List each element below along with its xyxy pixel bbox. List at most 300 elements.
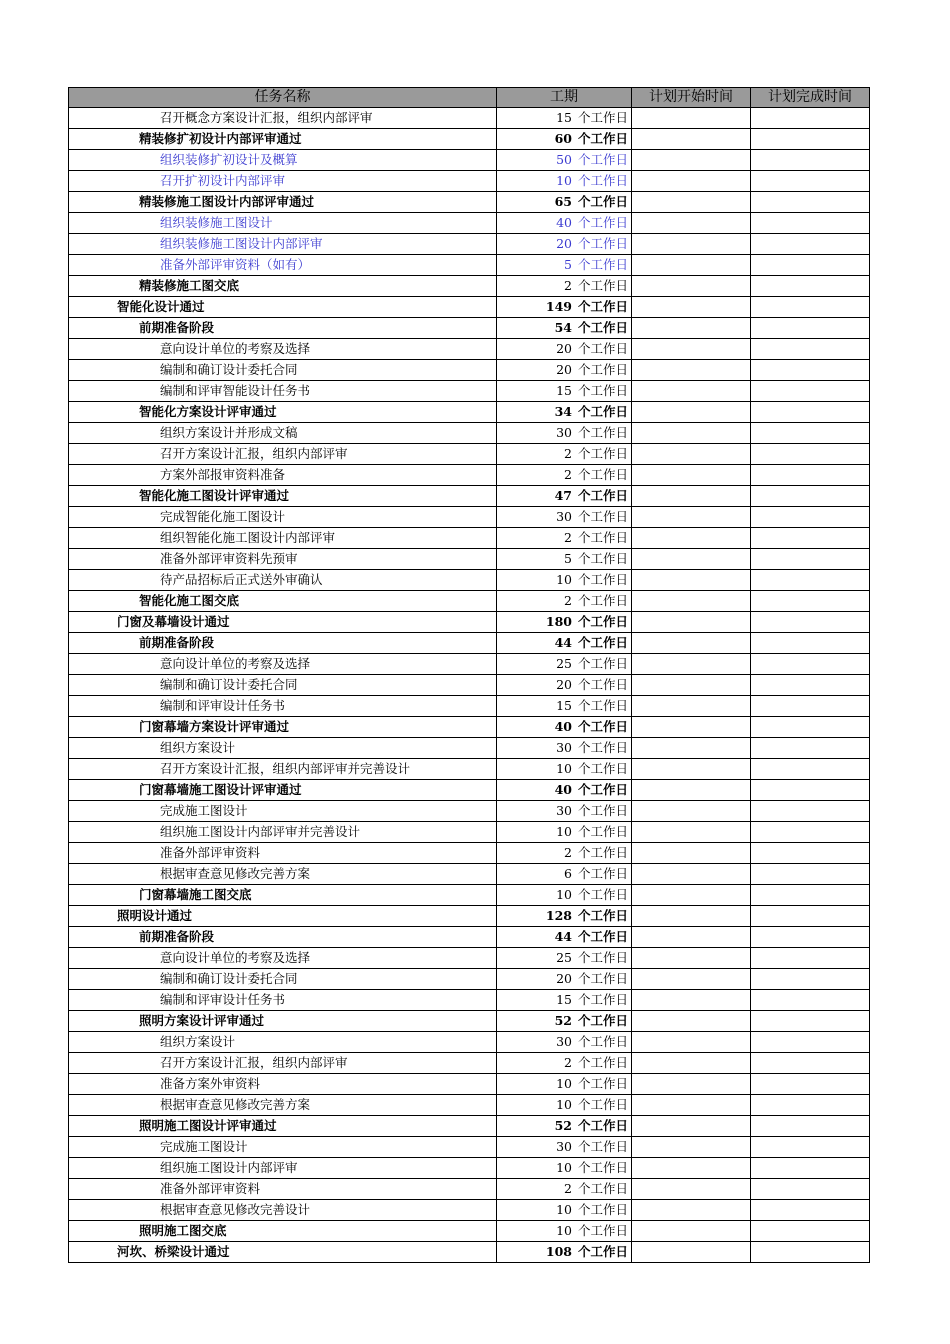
task-name-cell[interactable]: 组织装修扩初设计及概算	[69, 150, 497, 171]
duration-value: 20	[556, 362, 572, 377]
table-body	[69, 108, 870, 1263]
duration-value: 30	[556, 509, 572, 524]
duration-cell[interactable]	[497, 423, 632, 444]
table-row[interactable]	[69, 1095, 870, 1116]
planned-start-cell[interactable]	[632, 591, 751, 612]
duration-cell[interactable]	[497, 150, 632, 171]
duration-cell[interactable]	[497, 696, 632, 717]
planned-finish-cell[interactable]	[751, 549, 870, 570]
task-name-cell[interactable]: 编制和评审设计任务书	[69, 990, 497, 1011]
planned-start-cell[interactable]	[632, 1200, 751, 1221]
planned-start-cell[interactable]	[632, 213, 751, 234]
task-name-cell[interactable]: 意向设计单位的考察及选择	[69, 339, 497, 360]
planned-finish-cell[interactable]	[751, 591, 870, 612]
planned-start-cell[interactable]	[632, 633, 751, 654]
planned-start-cell[interactable]	[632, 297, 751, 318]
task-name-cell[interactable]: 前期准备阶段	[69, 318, 497, 339]
duration-cell[interactable]	[497, 864, 632, 885]
duration-value: 10	[556, 887, 572, 902]
duration-cell[interactable]	[497, 1116, 632, 1137]
duration-value: 44	[554, 635, 572, 650]
planned-finish-cell[interactable]	[751, 171, 870, 192]
table-row[interactable]	[69, 339, 870, 360]
table-row[interactable]	[69, 1074, 870, 1095]
duration-cell[interactable]	[497, 318, 632, 339]
planned-finish-cell[interactable]	[751, 297, 870, 318]
duration-value: 44	[554, 929, 572, 944]
task-name-cell[interactable]: 组织施工图设计内部评审	[69, 1158, 497, 1179]
planned-start-cell[interactable]	[632, 864, 751, 885]
planned-finish-cell[interactable]	[751, 1179, 870, 1200]
planned-finish-cell[interactable]	[751, 1221, 870, 1242]
duration-cell[interactable]	[497, 1242, 632, 1263]
table-row[interactable]	[69, 444, 870, 465]
planned-finish-cell[interactable]	[751, 339, 870, 360]
task-name-cell[interactable]: 组织施工图设计内部评审并完善设计	[69, 822, 497, 843]
task-name-cell[interactable]: 精装修扩初设计内部评审通过	[69, 129, 497, 150]
planned-finish-cell[interactable]	[751, 927, 870, 948]
planned-finish-cell[interactable]	[751, 360, 870, 381]
table-row[interactable]	[69, 1158, 870, 1179]
table-row[interactable]	[69, 1137, 870, 1158]
planned-finish-cell[interactable]	[751, 1200, 870, 1221]
task-name-cell[interactable]: 完成施工图设计	[69, 801, 497, 822]
planned-finish-cell[interactable]	[751, 1011, 870, 1032]
duration-cell[interactable]	[497, 1074, 632, 1095]
table-row[interactable]	[69, 465, 870, 486]
table-row[interactable]	[69, 780, 870, 801]
planned-start-cell[interactable]	[632, 696, 751, 717]
duration-cell[interactable]	[497, 1200, 632, 1221]
task-name-cell[interactable]: 准备方案外审资料	[69, 1074, 497, 1095]
table-row[interactable]	[69, 528, 870, 549]
duration-cell[interactable]	[497, 444, 632, 465]
planned-start-cell[interactable]	[632, 360, 751, 381]
planned-finish-cell[interactable]	[751, 192, 870, 213]
task-name-cell[interactable]: 意向设计单位的考察及选择	[69, 654, 497, 675]
table-row[interactable]	[69, 570, 870, 591]
table-row[interactable]	[69, 969, 870, 990]
planned-finish-cell[interactable]	[751, 1242, 870, 1263]
duration-cell[interactable]	[497, 234, 632, 255]
task-name-cell[interactable]: 准备外部评审资料先预审	[69, 549, 497, 570]
planned-start-cell[interactable]	[632, 927, 751, 948]
planned-finish-cell[interactable]	[751, 528, 870, 549]
planned-start-cell[interactable]	[632, 759, 751, 780]
duration-cell[interactable]	[497, 927, 632, 948]
planned-finish-cell[interactable]	[751, 570, 870, 591]
table-row[interactable]	[69, 213, 870, 234]
table-row[interactable]	[69, 381, 870, 402]
planned-finish-cell[interactable]	[751, 654, 870, 675]
table-row[interactable]	[69, 318, 870, 339]
table-row[interactable]	[69, 822, 870, 843]
planned-finish-cell[interactable]	[751, 780, 870, 801]
planned-finish-cell[interactable]	[751, 444, 870, 465]
duration-cell[interactable]	[497, 906, 632, 927]
task-name-cell[interactable]: 编制和确订设计委托合同	[69, 675, 497, 696]
task-name-cell[interactable]: 召开方案设计汇报，组织内部评审并完善设计	[69, 759, 497, 780]
planned-start-cell[interactable]	[632, 1137, 751, 1158]
duration-unit: 个工作日	[577, 1223, 628, 1238]
planned-start-cell[interactable]	[632, 780, 751, 801]
duration-cell[interactable]	[497, 885, 632, 906]
planned-start-cell[interactable]	[632, 1158, 751, 1179]
planned-start-cell[interactable]	[632, 948, 751, 969]
table-row[interactable]	[69, 129, 870, 150]
planned-start-cell[interactable]	[632, 234, 751, 255]
task-name-cell[interactable]: 智能化设计通过	[69, 297, 497, 318]
planned-finish-cell[interactable]	[751, 1137, 870, 1158]
planned-start-cell[interactable]	[632, 402, 751, 423]
planned-finish-cell[interactable]	[751, 864, 870, 885]
planned-start-cell[interactable]	[632, 150, 751, 171]
planned-start-cell[interactable]	[632, 1116, 751, 1137]
planned-finish-cell[interactable]	[751, 129, 870, 150]
duration-unit: 个工作日	[577, 698, 628, 713]
duration-cell[interactable]	[497, 1032, 632, 1053]
duration-cell[interactable]	[497, 276, 632, 297]
task-name-cell[interactable]: 根据审查意见修改完善方案	[69, 1095, 497, 1116]
table-row[interactable]	[69, 843, 870, 864]
task-name-cell[interactable]: 照明方案设计评审通过	[69, 1011, 497, 1032]
table-row[interactable]	[69, 759, 870, 780]
task-name-cell[interactable]: 召开方案设计汇报，组织内部评审	[69, 1053, 497, 1074]
duration-cell[interactable]	[497, 171, 632, 192]
table-row[interactable]	[69, 612, 870, 633]
planned-finish-cell[interactable]	[751, 1116, 870, 1137]
planned-start-cell[interactable]	[632, 192, 751, 213]
table-row[interactable]	[69, 108, 870, 129]
duration-cell[interactable]	[497, 402, 632, 423]
duration-cell[interactable]	[497, 969, 632, 990]
planned-finish-cell[interactable]	[751, 402, 870, 423]
planned-start-cell[interactable]	[632, 1179, 751, 1200]
planned-start-cell[interactable]	[632, 318, 751, 339]
table-row[interactable]	[69, 633, 870, 654]
table-row[interactable]	[69, 1116, 870, 1137]
planned-start-cell[interactable]	[632, 486, 751, 507]
task-name-cell[interactable]: 照明设计通过	[69, 906, 497, 927]
planned-finish-cell[interactable]	[751, 969, 870, 990]
duration-cell[interactable]	[497, 255, 632, 276]
planned-start-cell[interactable]	[632, 444, 751, 465]
duration-cell[interactable]	[497, 759, 632, 780]
planned-finish-cell[interactable]	[751, 318, 870, 339]
planned-start-cell[interactable]	[632, 255, 751, 276]
planned-finish-cell[interactable]	[751, 381, 870, 402]
table-row[interactable]	[69, 885, 870, 906]
task-name-cell[interactable]: 意向设计单位的考察及选择	[69, 948, 497, 969]
table-row[interactable]	[69, 1053, 870, 1074]
task-name-cell[interactable]: 组织方案设计	[69, 738, 497, 759]
duration-cell[interactable]	[497, 528, 632, 549]
planned-start-cell[interactable]	[632, 1095, 751, 1116]
planned-finish-cell[interactable]	[751, 507, 870, 528]
duration-cell[interactable]	[497, 1179, 632, 1200]
task-name-cell[interactable]: 组织装修施工图设计内部评审	[69, 234, 497, 255]
table-row[interactable]	[69, 696, 870, 717]
task-name-cell[interactable]: 组织方案设计	[69, 1032, 497, 1053]
task-name-cell[interactable]: 组织方案设计并形成文稿	[69, 423, 497, 444]
planned-start-cell[interactable]	[632, 654, 751, 675]
duration-value: 10	[556, 1076, 572, 1091]
duration-cell[interactable]	[497, 1011, 632, 1032]
duration-cell[interactable]	[497, 381, 632, 402]
planned-finish-cell[interactable]	[751, 108, 870, 129]
table-row[interactable]	[69, 297, 870, 318]
planned-finish-cell[interactable]	[751, 759, 870, 780]
task-name-cell[interactable]: 编制和确订设计委托合同	[69, 969, 497, 990]
task-name-cell[interactable]: 门窗幕墙施工图交底	[69, 885, 497, 906]
task-name-cell[interactable]: 组织装修施工图设计	[69, 213, 497, 234]
task-name-cell[interactable]: 方案外部报审资料准备	[69, 465, 497, 486]
duration-unit: 个工作日	[577, 257, 628, 272]
table-row[interactable]	[69, 1221, 870, 1242]
task-name-cell[interactable]: 召开扩初设计内部评审	[69, 171, 497, 192]
table-row[interactable]	[69, 402, 870, 423]
planned-start-cell[interactable]	[632, 1032, 751, 1053]
duration-cell[interactable]	[497, 465, 632, 486]
planned-finish-cell[interactable]	[751, 276, 870, 297]
duration-cell[interactable]	[497, 717, 632, 738]
duration-value: 25	[556, 950, 572, 965]
duration-cell[interactable]	[497, 948, 632, 969]
table-row[interactable]	[69, 738, 870, 759]
header-planned-finish[interactable]: 计划完成时间	[751, 88, 870, 108]
duration-cell[interactable]	[497, 486, 632, 507]
duration-cell[interactable]	[497, 822, 632, 843]
planned-finish-cell[interactable]	[751, 1053, 870, 1074]
planned-finish-cell[interactable]	[751, 675, 870, 696]
duration-cell[interactable]	[497, 633, 632, 654]
planned-start-cell[interactable]	[632, 717, 751, 738]
duration-value: 2	[564, 467, 572, 482]
header-task-name[interactable]: 任务名称	[69, 88, 497, 108]
planned-start-cell[interactable]	[632, 528, 751, 549]
task-name-cell[interactable]: 准备外部评审资料	[69, 843, 497, 864]
planned-start-cell[interactable]	[632, 1242, 751, 1263]
planned-start-cell[interactable]	[632, 969, 751, 990]
planned-finish-cell[interactable]	[751, 1095, 870, 1116]
table-row[interactable]	[69, 1200, 870, 1221]
task-name-cell[interactable]: 准备外部评审资料（如有）	[69, 255, 497, 276]
planned-finish-cell[interactable]	[751, 423, 870, 444]
task-name-cell[interactable]: 准备外部评审资料	[69, 1179, 497, 1200]
task-name-cell[interactable]: 门窗及幕墙设计通过	[69, 612, 497, 633]
duration-cell[interactable]	[497, 108, 632, 129]
planned-finish-cell[interactable]	[751, 906, 870, 927]
table-row[interactable]	[69, 717, 870, 738]
planned-finish-cell[interactable]	[751, 696, 870, 717]
planned-start-cell[interactable]	[632, 129, 751, 150]
task-name-cell[interactable]: 河坎、桥梁设计通过	[69, 1242, 497, 1263]
duration-value: 10	[556, 1202, 572, 1217]
table-row[interactable]	[69, 1242, 870, 1263]
header-planned-start[interactable]: 计划开始时间	[632, 88, 751, 108]
table-row[interactable]	[69, 150, 870, 171]
planned-finish-cell[interactable]	[751, 465, 870, 486]
planned-finish-cell[interactable]	[751, 150, 870, 171]
duration-unit: 个工作日	[577, 1139, 628, 1154]
planned-start-cell[interactable]	[632, 108, 751, 129]
duration-unit: 个工作日	[577, 950, 628, 965]
planned-finish-cell[interactable]	[751, 822, 870, 843]
planned-start-cell[interactable]	[632, 171, 751, 192]
planned-start-cell[interactable]	[632, 843, 751, 864]
table-row[interactable]	[69, 1011, 870, 1032]
table-row[interactable]	[69, 255, 870, 276]
planned-finish-cell[interactable]	[751, 990, 870, 1011]
duration-cell[interactable]	[497, 591, 632, 612]
duration-value: 30	[556, 425, 572, 440]
table-row[interactable]	[69, 171, 870, 192]
task-name-cell[interactable]: 照明施工图设计评审通过	[69, 1116, 497, 1137]
task-name-cell[interactable]: 门窗幕墙方案设计评审通过	[69, 717, 497, 738]
table-row[interactable]	[69, 192, 870, 213]
duration-cell[interactable]	[497, 843, 632, 864]
planned-finish-cell[interactable]	[751, 717, 870, 738]
table-row[interactable]	[69, 1032, 870, 1053]
task-name-cell[interactable]: 精装修施工图设计内部评审通过	[69, 192, 497, 213]
planned-start-cell[interactable]	[632, 507, 751, 528]
duration-cell[interactable]	[497, 780, 632, 801]
planned-start-cell[interactable]	[632, 885, 751, 906]
table-row[interactable]	[69, 801, 870, 822]
planned-start-cell[interactable]	[632, 549, 751, 570]
task-name-cell[interactable]: 编制和评审智能设计任务书	[69, 381, 497, 402]
task-name-cell[interactable]: 完成施工图设计	[69, 1137, 497, 1158]
planned-start-cell[interactable]	[632, 738, 751, 759]
duration-unit: 个工作日	[577, 740, 628, 755]
task-name-cell[interactable]: 编制和确订设计委托合同	[69, 360, 497, 381]
duration-unit: 个工作日	[577, 782, 628, 797]
table-row[interactable]	[69, 948, 870, 969]
table-row[interactable]	[69, 549, 870, 570]
planned-start-cell[interactable]	[632, 570, 751, 591]
table-row[interactable]	[69, 507, 870, 528]
task-name-cell[interactable]: 组织智能化施工图设计内部评审	[69, 528, 497, 549]
planned-finish-cell[interactable]	[751, 801, 870, 822]
table-row[interactable]	[69, 654, 870, 675]
table-row[interactable]	[69, 234, 870, 255]
task-name-cell[interactable]: 门窗幕墙施工图设计评审通过	[69, 780, 497, 801]
task-name-cell[interactable]: 智能化施工图交底	[69, 591, 497, 612]
task-name-cell[interactable]: 智能化方案设计评审通过	[69, 402, 497, 423]
task-name-cell[interactable]: 编制和评审设计任务书	[69, 696, 497, 717]
table-row[interactable]	[69, 486, 870, 507]
duration-cell[interactable]	[497, 738, 632, 759]
table-row[interactable]	[69, 591, 870, 612]
table-row[interactable]	[69, 990, 870, 1011]
planned-start-cell[interactable]	[632, 1221, 751, 1242]
duration-cell[interactable]	[497, 297, 632, 318]
planned-finish-cell[interactable]	[751, 1074, 870, 1095]
planned-start-cell[interactable]	[632, 1053, 751, 1074]
duration-cell[interactable]	[497, 339, 632, 360]
planned-finish-cell[interactable]	[751, 948, 870, 969]
table-row[interactable]	[69, 1179, 870, 1200]
duration-cell[interactable]	[497, 1221, 632, 1242]
duration-unit: 个工作日	[577, 488, 628, 503]
planned-start-cell[interactable]	[632, 381, 751, 402]
planned-finish-cell[interactable]	[751, 633, 870, 654]
task-name-cell[interactable]: 照明施工图交底	[69, 1221, 497, 1242]
planned-finish-cell[interactable]	[751, 738, 870, 759]
planned-start-cell[interactable]	[632, 339, 751, 360]
planned-start-cell[interactable]	[632, 612, 751, 633]
duration-cell[interactable]	[497, 801, 632, 822]
duration-cell[interactable]	[497, 675, 632, 696]
duration-cell[interactable]	[497, 1095, 632, 1116]
planned-finish-cell[interactable]	[751, 612, 870, 633]
duration-cell[interactable]	[497, 1053, 632, 1074]
duration-cell[interactable]	[497, 612, 632, 633]
planned-finish-cell[interactable]	[751, 843, 870, 864]
planned-finish-cell[interactable]	[751, 234, 870, 255]
duration-cell[interactable]	[497, 360, 632, 381]
table-row[interactable]	[69, 864, 870, 885]
table-row[interactable]	[69, 360, 870, 381]
task-name-cell[interactable]: 智能化施工图设计评审通过	[69, 486, 497, 507]
table-row[interactable]	[69, 927, 870, 948]
duration-cell[interactable]	[497, 990, 632, 1011]
task-name-cell[interactable]: 前期准备阶段	[69, 927, 497, 948]
planned-start-cell[interactable]	[632, 990, 751, 1011]
duration-cell[interactable]	[497, 1158, 632, 1179]
planned-start-cell[interactable]	[632, 276, 751, 297]
duration-cell[interactable]	[497, 213, 632, 234]
planned-finish-cell[interactable]	[751, 486, 870, 507]
task-name-cell[interactable]: 完成智能化施工图设计	[69, 507, 497, 528]
duration-cell[interactable]	[497, 1137, 632, 1158]
duration-cell[interactable]	[497, 192, 632, 213]
task-name-cell[interactable]: 精装修施工图交底	[69, 276, 497, 297]
duration-cell[interactable]	[497, 549, 632, 570]
table-row[interactable]	[69, 423, 870, 444]
planned-start-cell[interactable]	[632, 465, 751, 486]
header-duration[interactable]: 工期	[497, 88, 632, 108]
task-name-cell[interactable]: 根据审查意见修改完善方案	[69, 864, 497, 885]
planned-start-cell[interactable]	[632, 1011, 751, 1032]
planned-finish-cell[interactable]	[751, 1158, 870, 1179]
duration-unit: 个工作日	[577, 1181, 628, 1196]
duration-cell[interactable]	[497, 654, 632, 675]
planned-start-cell[interactable]	[632, 906, 751, 927]
planned-start-cell[interactable]	[632, 822, 751, 843]
task-name-cell[interactable]: 根据审查意见修改完善设计	[69, 1200, 497, 1221]
planned-start-cell[interactable]	[632, 675, 751, 696]
table-row[interactable]	[69, 906, 870, 927]
duration-cell[interactable]	[497, 507, 632, 528]
duration-value: 15	[556, 992, 572, 1007]
planned-finish-cell[interactable]	[751, 255, 870, 276]
planned-start-cell[interactable]	[632, 801, 751, 822]
planned-finish-cell[interactable]	[751, 1032, 870, 1053]
task-name-cell[interactable]: 召开方案设计汇报，组织内部评审	[69, 444, 497, 465]
duration-cell[interactable]	[497, 570, 632, 591]
duration-cell[interactable]	[497, 129, 632, 150]
planned-start-cell[interactable]	[632, 1074, 751, 1095]
planned-start-cell[interactable]	[632, 423, 751, 444]
task-name-cell[interactable]: 前期准备阶段	[69, 633, 497, 654]
table-row[interactable]	[69, 675, 870, 696]
planned-finish-cell[interactable]	[751, 885, 870, 906]
task-name-cell[interactable]: 待产品招标后正式送外审确认	[69, 570, 497, 591]
planned-finish-cell[interactable]	[751, 213, 870, 234]
task-name-cell[interactable]: 召开概念方案设计汇报，组织内部评审	[69, 108, 497, 129]
table-row[interactable]	[69, 276, 870, 297]
